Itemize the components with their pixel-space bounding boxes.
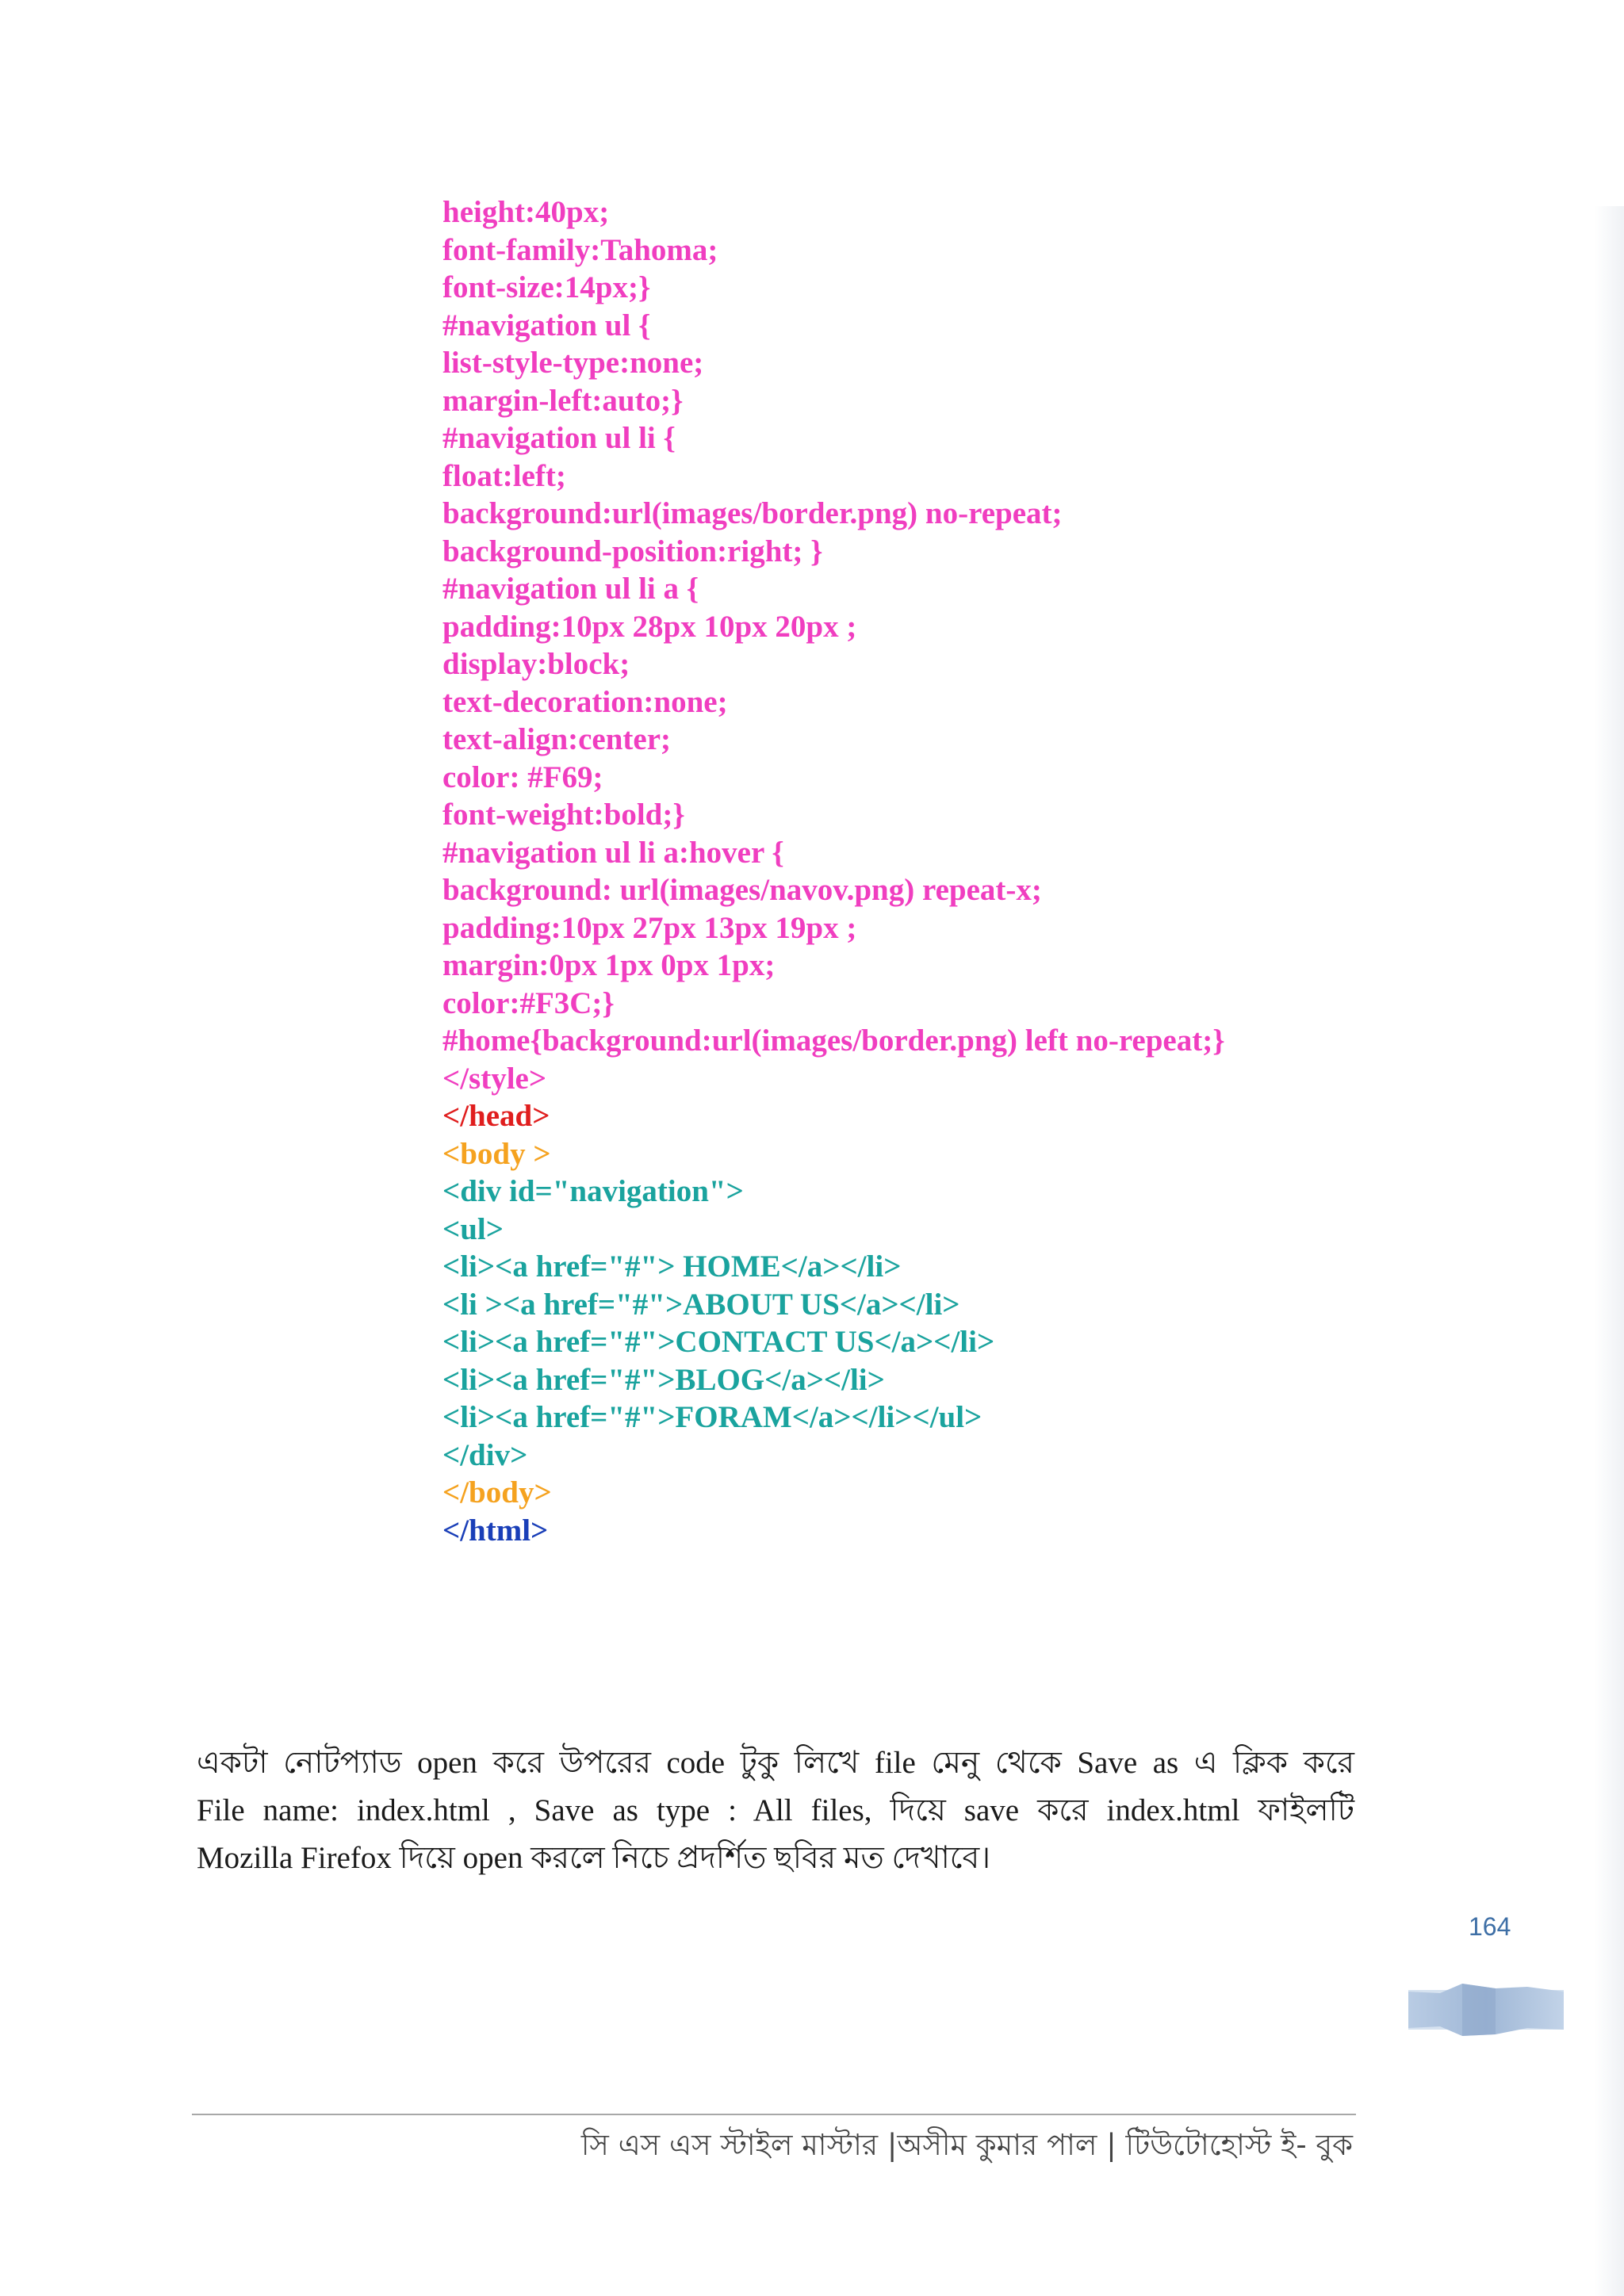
- code-line: <div id="navigation">: [442, 1174, 744, 1208]
- code-line: text-align:center;: [442, 722, 672, 756]
- code-line: margin:0px 1px 0px 1px;: [442, 948, 776, 982]
- code-line: #navigation ul li {: [442, 421, 676, 455]
- code-line: #navigation ul li a {: [442, 572, 699, 606]
- code-line: padding:10px 28px 10px 20px ;: [442, 609, 857, 644]
- code-line: </div>: [442, 1437, 528, 1472]
- code-line: <ul>: [442, 1211, 504, 1246]
- code-line: </html>: [442, 1513, 549, 1548]
- code-line: </head>: [442, 1099, 550, 1133]
- code-line: <li><a href="#"> HOME</a></li>: [442, 1249, 902, 1284]
- paragraph-line-2: File name: index.html , Save as type : All files, দিয়ে save করে index.html ফাইলটি: [197, 1793, 1354, 1827]
- footer-divider: [192, 2114, 1356, 2115]
- code-line: </style>: [442, 1061, 547, 1096]
- paragraph-line-1: একটা নোটপ্যাড open করে উপরের code টুকু লিখে file মেনু থেকে Save as এ ক্লিক করে: [197, 1746, 1354, 1780]
- code-line: display:block;: [442, 647, 630, 681]
- code-line: <li><a href="#">BLOG</a></li>: [442, 1362, 885, 1397]
- code-listing: [442, 193, 1225, 1549]
- code-line: font-family:Tahoma;: [442, 232, 718, 267]
- paragraph-line-3: Mozilla Firefox দিয়ে open করলে নিচে প্রদর্শিত ছবির মত দেখাবে।: [197, 1841, 991, 1875]
- page-edge-shade: [1594, 206, 1624, 2296]
- instruction-paragraph: [197, 1739, 1354, 1882]
- code-line: color:#F3C;}: [442, 985, 615, 1020]
- code-line: <body >: [442, 1136, 551, 1171]
- page-corner-graphic: [1408, 1982, 1564, 2038]
- code-line: text-decoration:none;: [442, 684, 728, 719]
- code-line: </body>: [442, 1475, 552, 1510]
- code-line: background-position:right; }: [442, 534, 823, 568]
- code-line: <li ><a href="#">ABOUT US</a></li>: [442, 1287, 960, 1322]
- footer-text: সি এস এস স্টাইল মাস্টার |অসীম কুমার পাল | টিউটোহোস্ট ই- বুক: [580, 2128, 1353, 2162]
- code-line: float:left;: [442, 458, 566, 493]
- code-line: #navigation ul {: [442, 308, 651, 342]
- code-line: padding:10px 27px 13px 19px ;: [442, 910, 857, 945]
- code-line: color: #F69;: [442, 760, 603, 794]
- page-number: 164: [1469, 1912, 1511, 1941]
- code-line: height:40px;: [442, 195, 610, 229]
- code-line: background:url(images/border.png) no-repeat;: [442, 496, 1063, 530]
- code-line: <li><a href="#">CONTACT US</a></li>: [442, 1325, 995, 1359]
- code-line: background: url(images/navov.png) repeat-x;: [442, 873, 1042, 907]
- code-line: list-style-type:none;: [442, 346, 704, 380]
- code-line: #navigation ul li a:hover {: [442, 835, 784, 870]
- code-line: <li><a href="#">FORAM</a></li></ul>: [442, 1400, 982, 1434]
- code-line: margin-left:auto;}: [442, 383, 684, 418]
- code-line: font-size:14px;}: [442, 270, 651, 304]
- code-line: font-weight:bold;}: [442, 798, 685, 832]
- code-line: #home{background:url(images/border.png) left no-repeat;}: [442, 1024, 1225, 1058]
